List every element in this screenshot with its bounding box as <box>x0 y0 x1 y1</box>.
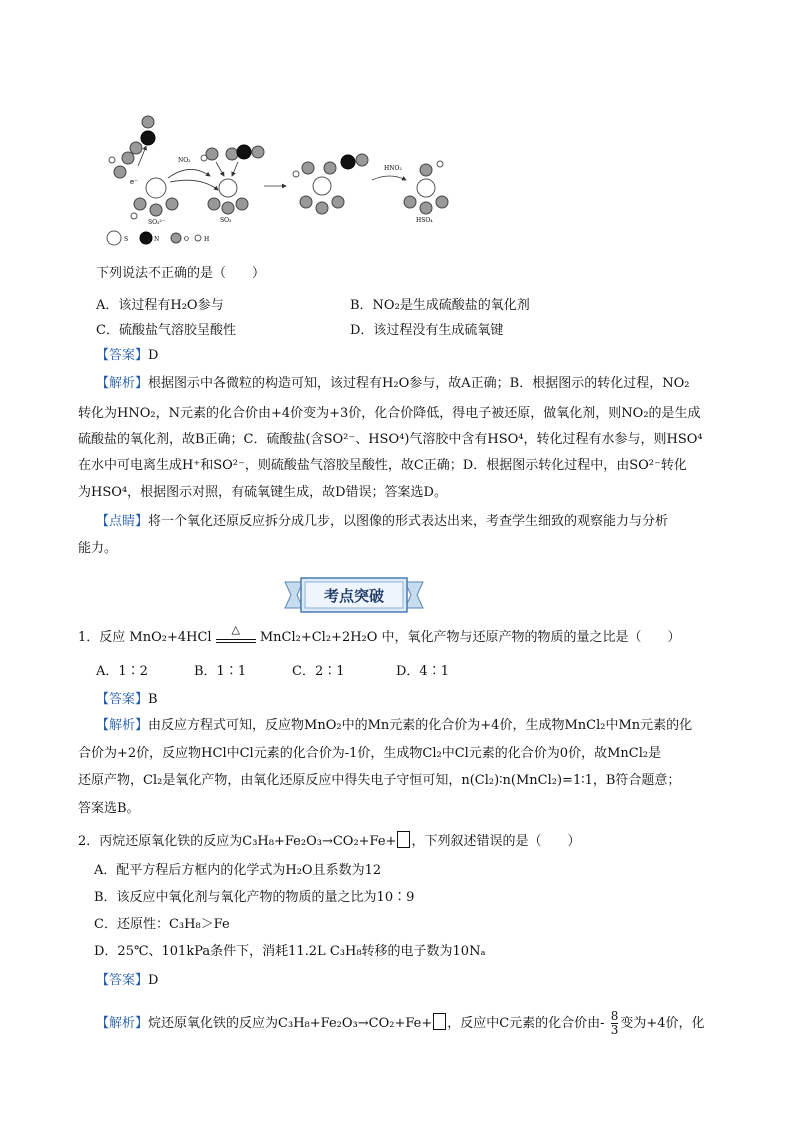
bisulfate-molecule <box>404 161 448 214</box>
analysis-tag: 【 解析 】 <box>96 376 148 391</box>
reaction-condition <box>216 623 256 643</box>
q2-analysis-line-1 <box>96 1010 705 1037</box>
point-text: 将一个氧化还原反应拆分成几步，以图像的形式表达出来，考查学生细致的观察能力与分析 <box>148 514 669 529</box>
analysis-line-1 <box>96 376 689 392</box>
so3-radical <box>201 145 264 214</box>
q2-option-c: C．还原性：C₃H₈＞Fe <box>94 917 230 932</box>
q2-analysis-post: 变为+4价，化 <box>620 1016 705 1031</box>
q1-option-a: A．1∶2 <box>96 664 148 679</box>
q2-analysis-mid: ，反应中C元素的化合价由- <box>447 1016 605 1031</box>
sulfite-molecule <box>109 116 178 219</box>
q1-answer-line <box>96 692 158 708</box>
q2-option-d: D．25℃、101kPa条件下，消耗11.2L C₃H₈转移的电子数为10Nₐ <box>94 944 486 959</box>
legend-s: S <box>124 236 129 243</box>
analysis-text: 根据图示中各微粒的构造可知，该过程有H₂O参与，故A正确；B．根据图示的转化过程，NO₂ <box>148 376 690 391</box>
analysis-line-3: 硫酸盐的氧化剂，故B正确；C．硫酸盐(含SO²⁻、HSO⁴)气溶胶中含有HSO⁴，转化过程有水参与，则HSO⁴ <box>78 432 703 447</box>
answer-value: D <box>148 348 159 363</box>
point-tag: 【 点睛 】 <box>96 514 148 529</box>
q2-answer-line <box>96 973 158 989</box>
blank-box <box>397 831 410 848</box>
legend-o: O <box>184 236 189 243</box>
q1-analysis-text: 由反应方程式可知，反应物MnO₂中的Mn元素的化合价为+4价，生成物MnCl₂中Mn元素的化 <box>148 718 693 733</box>
analysis-line-2: 转化为HNO₂，N元素的化合价由+4价变为+3价，化合价降低，得电子被还原，做氧化剂，则NO₂的是生成 <box>78 406 701 421</box>
option-c: C．硫酸盐气溶胶呈酸性 <box>96 323 236 338</box>
q2-option-b: B．该反应中氧化剂与氧化产物的物质的量之比为10∶9 <box>94 890 415 905</box>
q1-option-b: B．1∶1 <box>194 664 247 679</box>
option-d: D．该过程没有生成硫氧键 <box>350 323 504 338</box>
q1-analysis-line-1 <box>96 718 692 734</box>
option-b: B．NO₂是生成硫酸盐的氧化剂 <box>350 298 530 313</box>
blank-box-2 <box>433 1013 446 1030</box>
q2-answer-tag: 【 答案 】 <box>96 973 148 988</box>
q1-answer-tag: 【 答案 】 <box>96 692 148 707</box>
q1-option-d: D．4∶1 <box>396 664 449 679</box>
point-line-1 <box>96 514 668 530</box>
heat-symbol: △ <box>231 623 240 636</box>
no2-label: NO₂ <box>178 157 191 164</box>
q2-analysis-pre: 烷还原氧化铁的反应为C₃H₈+Fe₂O₃→CO₂+Fe+ <box>148 1016 433 1031</box>
atom-legend <box>107 231 209 245</box>
so3-label: SO₃ <box>220 217 232 224</box>
hso4-label: HSO₄ <box>416 217 433 224</box>
q2-stem-pre: 2．丙烷还原氧化铁的反应为C₃H₈+Fe₂O₃→CO₂+Fe+ <box>78 834 397 849</box>
q2-option-a: A．配平方程后方框内的化学式为H₂O且系数为12 <box>94 863 382 878</box>
point-line-2: 能力。 <box>78 541 118 556</box>
analysis-line-5: 为HSO⁴，根据图示对照，有硫氧键生成，故D错误；答案选D。 <box>78 485 447 500</box>
fraction-denominator: 3 <box>610 1023 619 1037</box>
sulfite-label: SO₃²⁻ <box>148 219 166 226</box>
q1-stem-pre: 1．反应 MnO₂+4HCl <box>78 630 212 645</box>
q1-analysis-line-3: 还原产物，Cl₂是氧化产物，由氧化还原反应中得失电子守恒可知，n(Cl₂)∶n(MnCl₂)=1∶1，B符合题意； <box>78 773 681 788</box>
q1-answer-value: B <box>148 692 158 707</box>
legend-h: H <box>204 236 210 243</box>
fraction-numerator: 8 <box>610 1009 619 1023</box>
q1-analysis-tag: 【 解析 】 <box>96 718 148 733</box>
q1-stem <box>78 623 681 646</box>
option-a: A．该过程有H₂O参与 <box>96 298 224 313</box>
legend-n: N <box>154 236 160 243</box>
q1-option-c: C．2∶1 <box>292 664 345 679</box>
hno2-label: HNO₂ <box>384 165 402 172</box>
analysis-line-4: 在水中可电离生成H⁺和SO²⁻，则硫酸盐气溶胶呈酸性，故C正确；D．根据图示转化过程中，由SO²⁻转化 <box>78 458 687 473</box>
q2-stem <box>78 831 580 850</box>
fraction <box>611 1010 619 1037</box>
reaction-mechanism-diagram <box>100 112 480 252</box>
electron-label: e⁻ <box>130 178 138 186</box>
banner-title: 考点突破 <box>323 587 385 605</box>
section-banner <box>283 576 425 614</box>
q2-answer-value: D <box>148 973 159 988</box>
q2-analysis-tag: 【 解析 】 <box>96 1016 148 1031</box>
q1-analysis-line-2: 合价为+2价，反应物HCl中Cl元素的化合价为-1价，生成物Cl₂中Cl元素的化合价为0价，故MnCl₂是 <box>78 746 662 761</box>
q1-stem-post: MnCl₂+Cl₂+2H₂O 中，氧化产物与还原产物的物质的量之比是（ ） <box>259 630 681 645</box>
answer-tag: 【 答案 】 <box>96 348 148 363</box>
equals-sign <box>216 639 256 643</box>
q1-analysis-line-4: 答案选B。 <box>78 801 140 816</box>
q2-stem-post: ，下列叙述错误的是（ ） <box>411 834 581 849</box>
answer-line <box>96 348 158 364</box>
question-stem: 下列说法不正确的是（ ） <box>96 266 266 281</box>
intermediate-molecule <box>293 154 368 214</box>
